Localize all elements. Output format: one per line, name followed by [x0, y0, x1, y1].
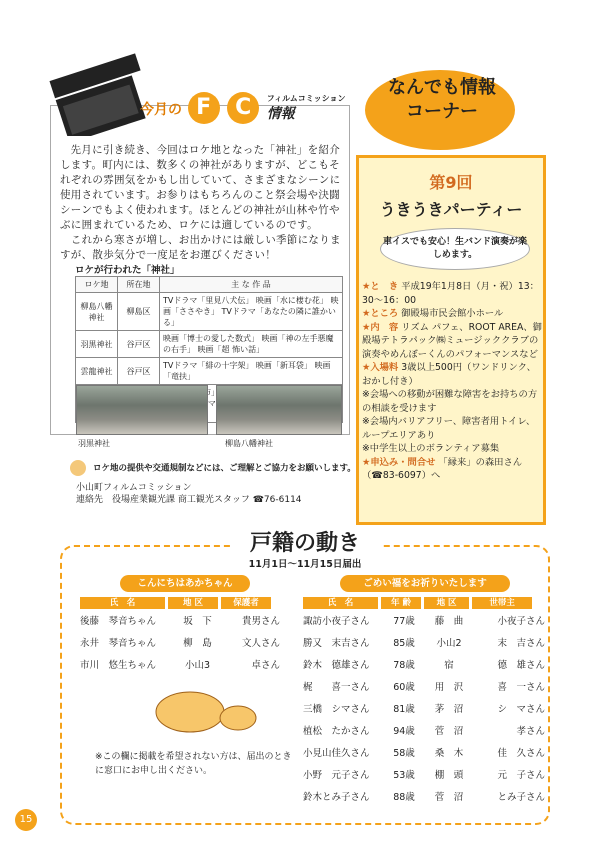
event-item: ※中学生以上のボランティア募集: [362, 443, 500, 454]
event-item: ※会場内バリアフリー、障害者用トイレ、ループエリアあり: [362, 416, 536, 441]
fc-suffix: 情報: [266, 106, 295, 122]
list-item: 小見山佳久さん 58歳 桑 木 佳 久さん: [303, 748, 545, 759]
corner-title: なんでも情報コーナー: [388, 77, 496, 122]
table-header: 主 な 作 品: [160, 277, 343, 293]
fc-brand: フィルムコミッション: [266, 94, 346, 103]
table-row: 雲龍神社 谷戸区 TVドラマ「緋の十字架」 映画「新耳袋」 映画「竜扶」: [76, 358, 343, 385]
fc-contact: 小山町フィルムコミッション 連絡先 役場産業観光課 商工観光スタッフ ☎76-6114: [76, 483, 302, 505]
list-item: 市川 悠生ちゃん 小山3 卓さん: [80, 660, 280, 671]
event-item: ※会場への移動が困難な障害をお持ちの方の相談を受けます: [362, 389, 538, 414]
koseki-note: ※この欄に掲載を希望されない方は、届出のときに窓口にお申し出ください。: [95, 752, 292, 776]
list-item: 梶 喜一さん 60歳 用 沢 喜 一さん: [303, 682, 545, 693]
table-row: 柳島八幡神社 柳島区 TVドラマ「里見八犬伝」 映画「水に棲む花」 映画「ささやき」 TVドラマ「あなたの隣に誰かいる」: [76, 293, 343, 331]
fc-prefix: 今月の: [140, 102, 182, 118]
list-item: 諏訪小夜子さん 77歳 藤 曲 小夜子さん: [303, 616, 545, 627]
table-row: 羽黒神社 谷戸区 映画「博士の愛した数式」 映画「神の左手悪魔の右手」 映画「超 怖い話」: [76, 331, 343, 358]
births-title: こんにちはあかちゃん: [120, 575, 250, 592]
event-bubble: 車イスでも安心！生バンド演奏が楽しめます。: [380, 228, 530, 270]
koseki-title: 戸籍の動き: [230, 526, 380, 554]
list-item: 勝又 末吉さん 85歳 小山2 末 吉さん: [303, 638, 545, 649]
list-item: 三橋 シマさん 81歳 茅 沼 シ マさん: [303, 704, 545, 715]
list-item: 鈴木とみ子さん 88歳 菅 沼 とみ子さん: [303, 792, 545, 803]
event-item: ★内 容 リズム パフェ、ROOT AREA、御殿場テトラパック㈱ミュージッククラブの演奏やめんぼーくんのパフォーマンスなど: [362, 321, 542, 360]
table-header: 所在地: [118, 277, 160, 293]
fc-heading: [140, 92, 345, 132]
event-number: 第9回: [429, 173, 473, 192]
page-number: 15: [15, 809, 37, 831]
shrine-photo-yanagishima: [216, 385, 342, 435]
births-list: 氏 名 地 区 保護者 後藤 琴音ちゃん 坂 下 貴男さん 永井 琴音ちゃん 柳 島 文人さん 市川 悠生ちゃん 小山3 卓さん: [80, 597, 290, 677]
event-item: ★入場料 3歳以上500円（ワンドリンク、おかし付き）: [362, 362, 536, 387]
photo-caption: 羽黒神社: [78, 439, 110, 448]
list-item: 永井 琴音ちゃん 柳 島 文人さん: [80, 638, 280, 649]
photo-caption: 柳島八幡神社: [225, 439, 273, 448]
list-item: 植松 たかさん 94歳 菅 沼 孝さん: [303, 726, 545, 737]
fc-circle-c: C: [227, 92, 259, 124]
list-item: 小野 元子さん 53歳 棚 頭 元 子さん: [303, 770, 545, 781]
event-name: うきうきパーティー: [379, 200, 523, 219]
shrine-table-title: ロケが行われた「神社」: [75, 265, 180, 276]
event-item: ★ところ 御殿場市民会館小ホール: [362, 308, 504, 319]
table-header: ロケ地: [76, 277, 118, 293]
deaths-list: 氏 名 年 齢 地 区 世帯主: [303, 597, 548, 611]
koseki-period: 11月1日～11月15日届出: [248, 559, 362, 570]
table-row: TVドラマ「牙狼」: [76, 385, 343, 423]
event-item: ★申込み・問合せ 「縁来」の森田さん（☎83-6097）へ: [362, 456, 523, 481]
leaf-icon: [150, 680, 260, 740]
fc-circle-f: F: [188, 92, 220, 124]
event-item: ★と き 平成19年1月8日（月・祝）13：30～16：00: [362, 281, 539, 306]
fc-body-text: 先月に引き続き、今回はロケ地となった「神社」を紹介します。町内には、数多くの神社がありますが、どこもそれぞれの雰囲気をかもし出していて、さまざまなシーンに使用されています。お参りはもちろんのこと祭会場や決闘シーンでもよく使われます。ほとんどの神社が山林や竹やぶに囲まれているため、ロケには適しているのです。 これから寒さが増し、お出かけには厳しい季節になりますが、散歩気分で一度足をお運びください！: [60, 144, 341, 261]
person-icon: [70, 460, 86, 476]
shrine-photo-haguro: [76, 385, 208, 435]
list-item: 後藤 琴音ちゃん 坂 下 貴男さん: [80, 616, 280, 627]
deaths-title: ごめい福をお祈りいたします: [340, 575, 510, 592]
event-details: [362, 280, 544, 483]
deaths-rows: [303, 611, 548, 809]
list-item: 鈴木 德雄さん 78歳 宿 德 雄さん: [303, 660, 545, 671]
fc-notice: ロケ地の提供や交通規制などには、ご理解とご協力をお願いします。: [70, 460, 360, 476]
